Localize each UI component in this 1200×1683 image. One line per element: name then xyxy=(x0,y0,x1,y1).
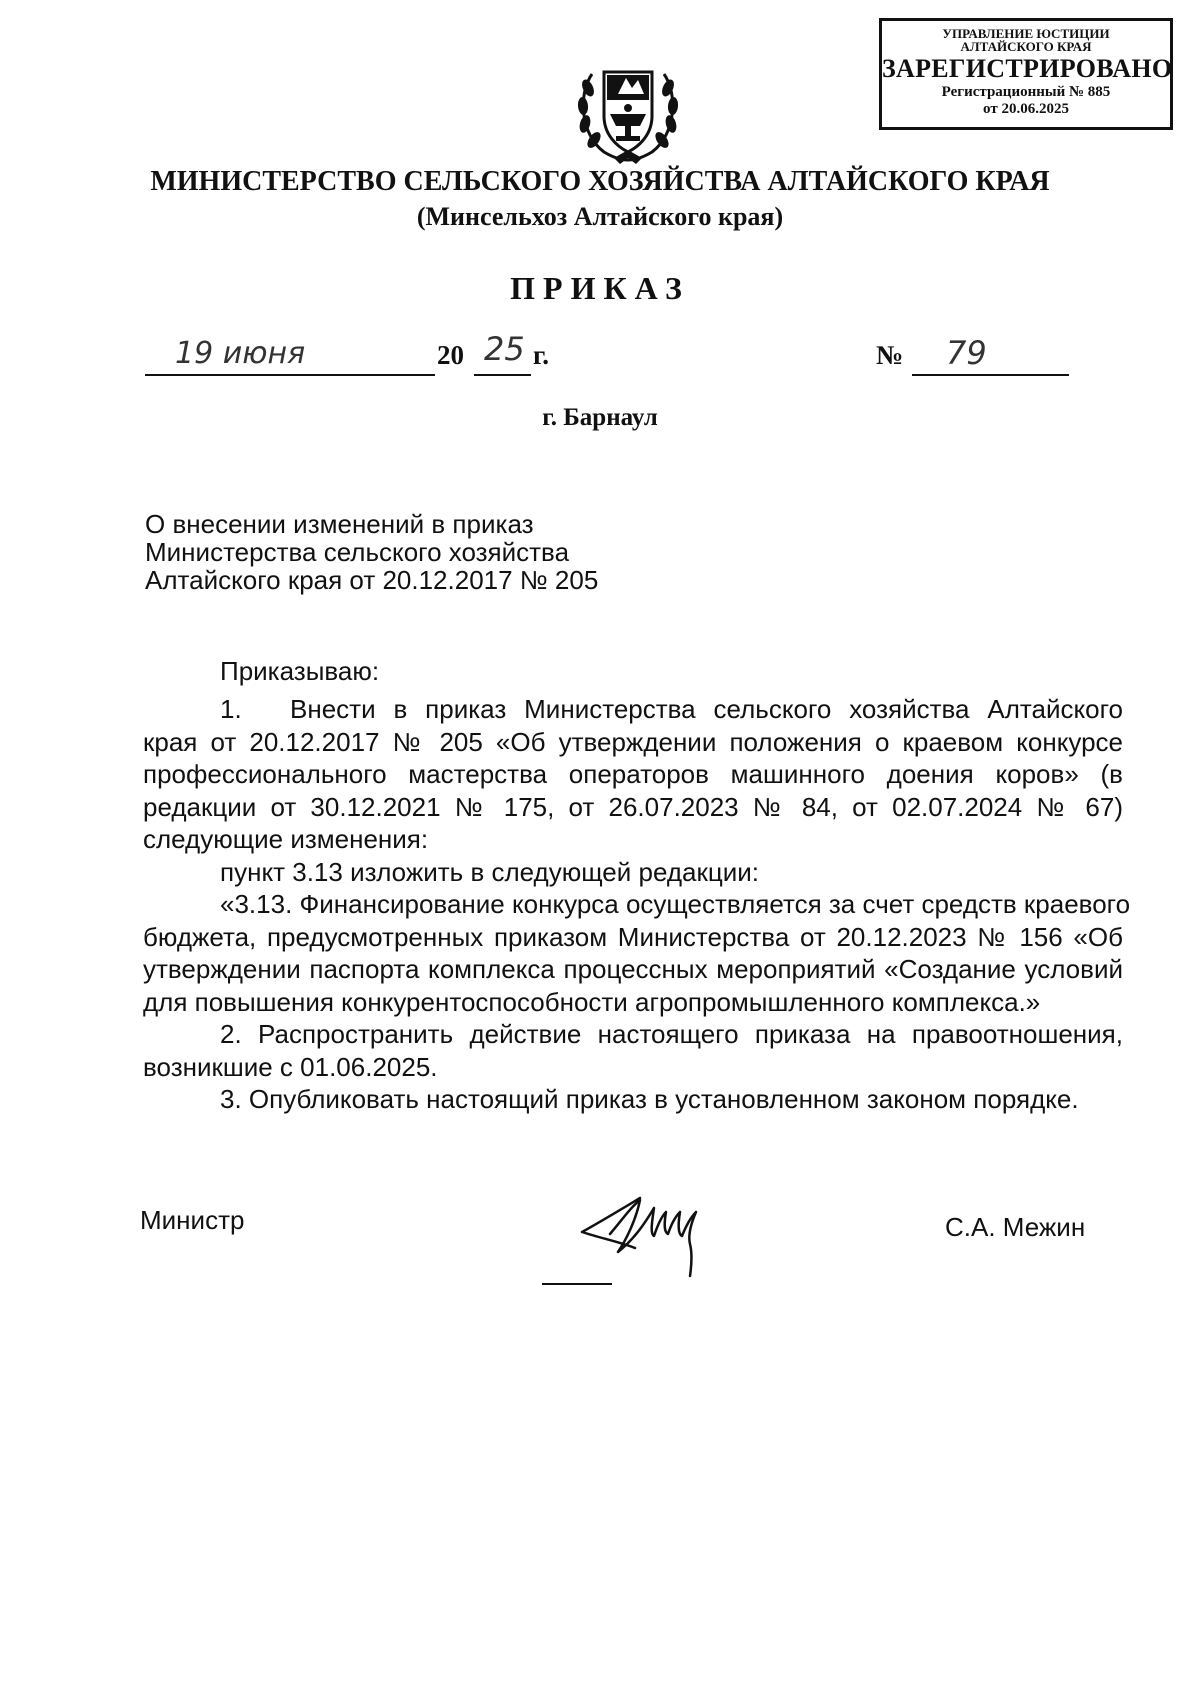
item1-number: 1. xyxy=(220,694,242,724)
ministry-short-name: (Минсельхоз Алтайского края) xyxy=(416,202,784,231)
stamp-status: ЗАРЕГИСТРИРОВАНО xyxy=(882,54,1173,83)
city: г. Барнаул xyxy=(542,404,658,431)
item1-line: следующие изменения: xyxy=(143,824,429,854)
quote-line: бюджета, предусмотренных приказом Министерства от 20.12.2023 № 156 «Об xyxy=(143,921,1123,952)
quote-line: «3.13. Финансирование конкурса осуществляется за счет средств краевого xyxy=(220,889,1131,919)
number-sign: № xyxy=(876,340,904,370)
year-handwritten: 25 xyxy=(484,330,525,368)
order-date-handwritten: 19 июня xyxy=(175,336,306,371)
stamp-org-line2: АЛТАЙСКОГО КРАЯ xyxy=(960,39,1092,54)
stamp-reg-number: Регистрационный № 885 xyxy=(941,84,1111,100)
order-item-3: 3. Опубликовать настоящий приказ в установленном законом порядке. xyxy=(220,1084,1079,1114)
order-item-1 xyxy=(143,693,1131,1116)
item1-line: профессионального мастерства операторов машинного доения коров» (в xyxy=(143,759,1123,789)
signer-role: Министр xyxy=(140,1205,245,1235)
number-underline xyxy=(912,374,1069,376)
year-prefix: 20 xyxy=(437,340,464,370)
signer-name: С.А. Межин xyxy=(945,1212,1086,1242)
quote-line: утверждении паспорта комплекса процессных мероприятий «Создание условий xyxy=(143,954,1123,984)
document-type-title: ПРИКАЗ xyxy=(510,270,690,306)
item1-line: 1. Внести в приказ Министерства сельского хозяйства Алтайского xyxy=(143,693,1123,726)
year-suffix: г. xyxy=(533,340,549,370)
subject-line: Алтайского края от 20.12.2017 № 205 xyxy=(145,565,599,595)
date-underline xyxy=(145,374,435,376)
item2-line: возникшие с 01.06.2025. xyxy=(143,1051,438,1082)
year-underline xyxy=(474,374,531,376)
item1-subpoint: пункт 3.13 изложить в следующей редакции: xyxy=(220,856,760,887)
ministry-title: МИНИСТЕРСТВО СЕЛЬСКОГО ХОЗЯЙСТВА АЛТАЙСКОГО КРАЯ xyxy=(150,166,1050,197)
handwritten-signature-icon xyxy=(540,1190,760,1285)
quote-line: для повышения конкурентоспособности агропромышленного комплекса.» xyxy=(143,986,1041,1017)
subject-line: О внесении изменений в приказ xyxy=(145,509,534,539)
order-number-handwritten: 79 xyxy=(946,334,987,372)
stamp-org-line1: УПРАВЛЕНИЕ ЮСТИЦИИ xyxy=(942,26,1110,41)
order-word: Приказываю: xyxy=(220,656,380,686)
stamp-reg-date: от 20.06.2025 xyxy=(983,101,1069,117)
item2-line: 2. Распространить действие настоящего приказа на правоотношения, xyxy=(220,1019,1123,1049)
registration-stamp xyxy=(879,18,1173,130)
order-subject xyxy=(145,510,598,594)
signature-line xyxy=(542,1283,612,1285)
item1-line: редакции от 30.12.2021 № 175, от 26.07.2023 № 84, от 02.07.2024 № 67) xyxy=(143,791,1123,822)
subject-line: Министерства сельского хозяйства xyxy=(145,537,570,567)
item1-line: края от 20.12.2017 № 205 «Об утверждении положения о краевом конкурсе xyxy=(143,726,1123,757)
coat-of-arms-icon xyxy=(574,54,682,166)
